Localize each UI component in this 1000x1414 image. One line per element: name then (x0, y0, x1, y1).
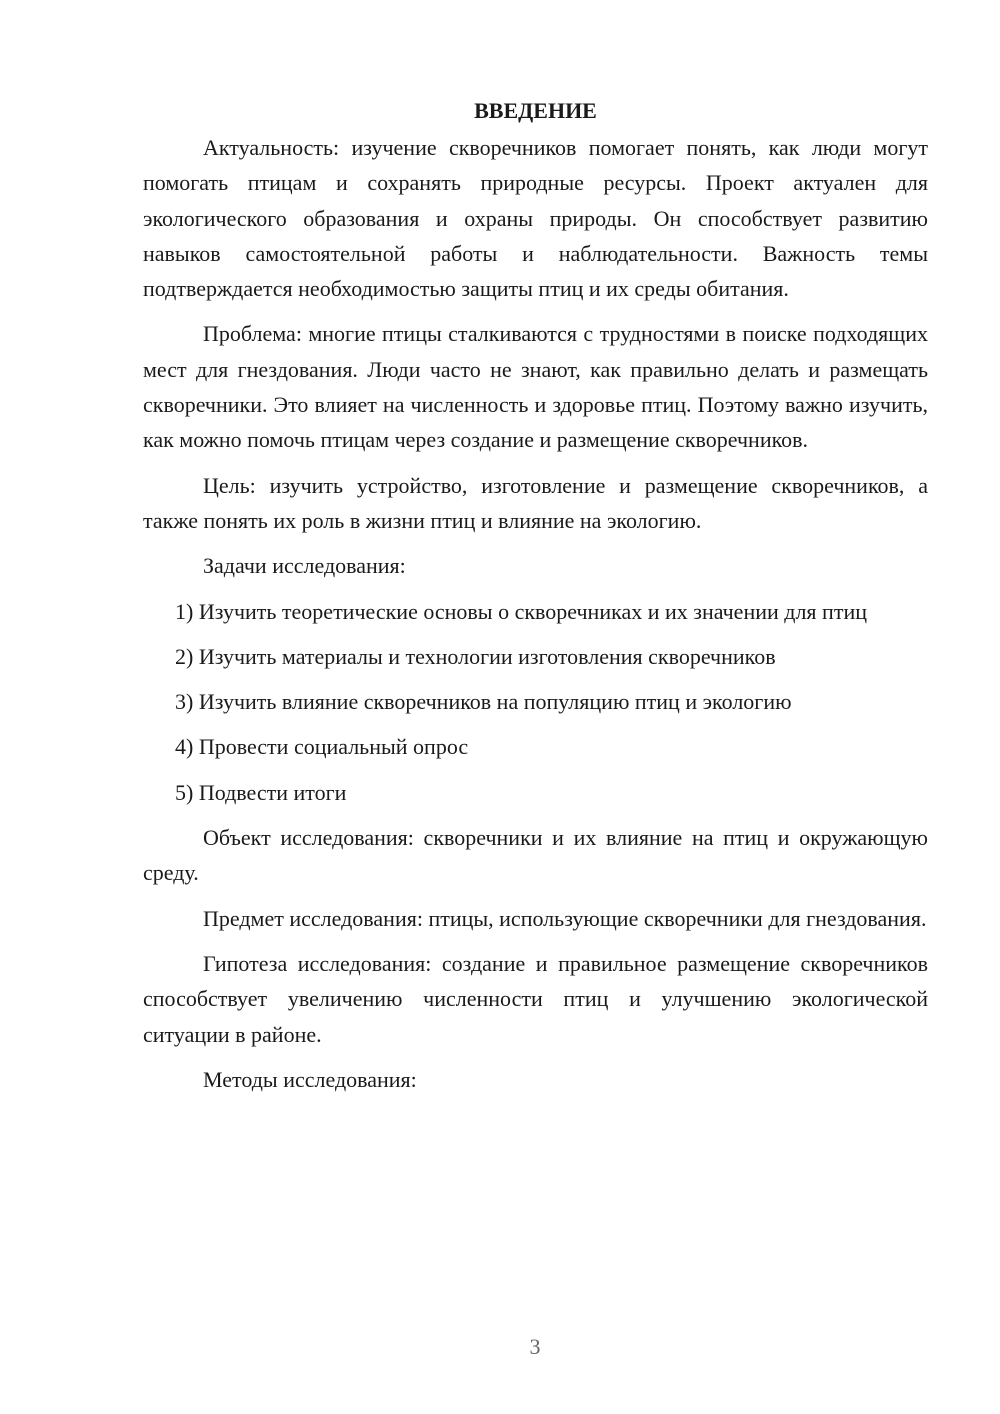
goal-paragraph: Цель: изучить устройство, изготовление и размещение скворечников, а также понять их роль в жизни птиц и влияние на экологию. (143, 472, 928, 533)
task-item: 4) Провести социальный опрос (175, 734, 469, 760)
problem-paragraph: Проблема: многие птицы сталкиваются с трудностями в поиске подходящих мест для гнездования. Люди часто не знают, как правильно делать и размещать скворечники. Это влияет на численность и здоровье птиц. Поэтому важно изучить, как можно помочь птицам через создание и размещение скворечников. (143, 321, 928, 453)
tasks-heading: Задачи исследования: (203, 553, 406, 579)
section-heading: ВВЕДЕНИЕ (474, 98, 597, 123)
task-item: 2) Изучить материалы и технологии изготовления скворечников (175, 643, 776, 669)
hypothesis-paragraph: Гипотеза исследования: создание и правильное размещение скворечников способствует увеличению численности птиц и улучшению экологической ситуации в районе. (143, 950, 928, 1047)
subject-paragraph: Предмет исследования: птицы, использующие скворечники для гнездования. (203, 905, 927, 931)
task-item: 1) Изучить теоретические основы о скворечниках и их значении для птиц (175, 598, 867, 624)
page-number: 3 (529, 1334, 541, 1359)
task-item: 3) Изучить влияние скворечников на популяцию птиц и экологию (175, 689, 792, 715)
object-paragraph: Объект исследования: скворечники и их влияние на птиц и окружающую среду. (143, 825, 928, 886)
relevance-paragraph: Актуальность: изучение скворечников помогает понять, как люди могут помогать птицам и сохранять природные ресурсы. Проект актуален для экологического образования и охраны природы. Он способствует развитию навыков самостоятельной работы и наблюдательности. Важность темы подтверждается необходимостью защиты птиц и их среды обитания. (143, 135, 928, 302)
methods-heading: Методы исследования: (203, 1066, 417, 1092)
document-page (143, 96, 928, 1107)
task-item: 5) Подвести итоги (175, 779, 347, 805)
